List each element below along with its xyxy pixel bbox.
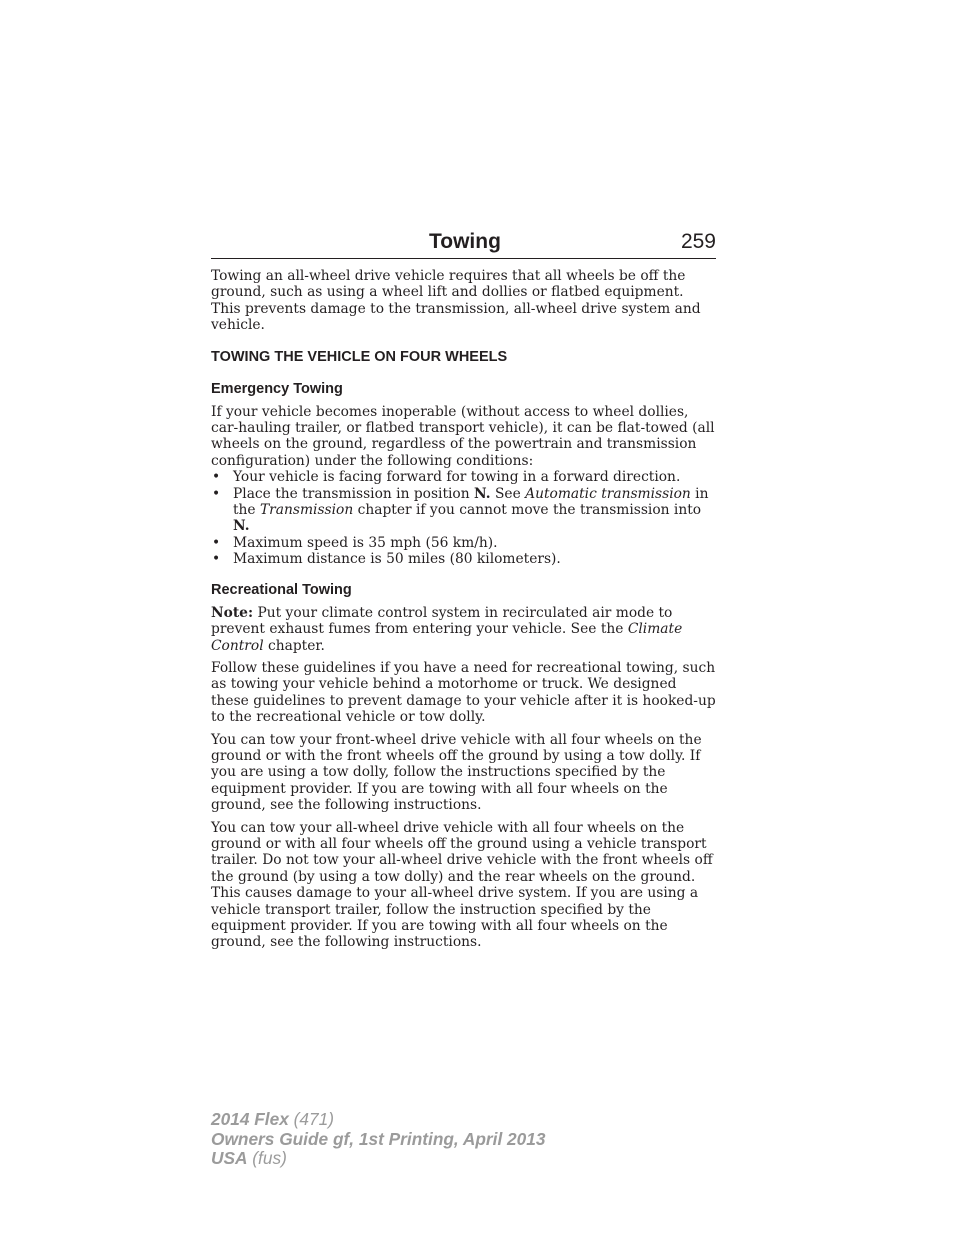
list-item [211, 535, 717, 551]
recreational-towing-heading: Recreational Towing [211, 581, 352, 598]
footer-model: 2014 Flex [211, 1109, 289, 1129]
footer-market-code: (fus) [247, 1148, 287, 1168]
emergency-towing-heading: Emergency Towing [211, 380, 343, 397]
list-item-text: Maximum speed is 35 mph (56 km/h). [233, 534, 498, 551]
note-text: Put your climate control system in recirculated air mode to prevent exhaust fumes from entering your vehicle. See the [211, 604, 673, 638]
note-end: chapter. [263, 637, 325, 654]
list-item-text: chapter if you cannot move the transmission into [353, 502, 702, 519]
position-n: N. [474, 485, 491, 502]
list-item-text: See [490, 485, 526, 502]
emergency-towing-paragraph: If your vehicle becomes inoperable (without access to wheel dollies, car-hauling trailer, or flatbed transport vehicle), it can be flat-towed (all wheels on the ground, regardless of the powertrain and transmission configuration) under the following conditions: [211, 403, 715, 469]
footer-model-line [211, 1110, 546, 1130]
automatic-transmission-reference: Automatic transmission [525, 485, 691, 502]
list-item [211, 469, 717, 485]
bullet-icon: • [212, 485, 221, 502]
all-wheel-drive-paragraph: You can tow your all-wheel drive vehicle with all four wheels on the ground or with all four wheels off the ground using a vehicle transport trailer. Do not tow your all-wheel drive vehicle with the front wheels off the ground (by using a tow dolly) and the rear wheels on the ground. This causes damage to your all-wheel drive system. If you are using a vehicle transport trailer, follow the instruction specified by the equipment provider. If you are towing with all four wheels on the ground, see the following instructions. [211, 819, 713, 951]
bullet-icon: • [212, 551, 221, 568]
list-item [211, 551, 717, 567]
footer-edition-line [211, 1130, 546, 1150]
position-n: N. [233, 518, 250, 535]
page-body [211, 268, 717, 957]
list-item-text: Maximum distance is 50 miles (80 kilometers). [233, 551, 561, 568]
climate-control-reference: Climate Control [211, 621, 683, 654]
conditions-list [211, 469, 717, 567]
intro-paragraph: Towing an all-wheel drive vehicle requires that all wheels be off the ground, such as using a wheel lift and dollies or flatbed equipment. This prevents damage to the transmission, all-wheel drive system and vehicle. [211, 268, 701, 334]
front-wheel-drive-paragraph: You can tow your front-wheel drive vehicle with all four wheels on the ground or with the front wheels off the ground by using a tow dolly. If you are using a tow dolly, follow the instructions specified by the equipment provider. If you are towing with all four wheels on the ground, see the following instructions. [211, 731, 702, 814]
footer-market: USA [211, 1148, 248, 1168]
guidelines-paragraph: Follow these guidelines if you have a need for recreational towing, such as towing your vehicle behind a motorhome or truck. We designed these guidelines to prevent damage to your vehicle after it is hooked-up to the recreational vehicle or tow dolly. [211, 659, 716, 726]
section-heading: TOWING THE VEHICLE ON FOUR WHEELS [211, 348, 508, 365]
page-header [211, 228, 716, 259]
transmission-chapter-reference: Transmission [259, 502, 354, 519]
list-item-text: Your vehicle is facing forward for towing in a forward direction. [233, 469, 681, 486]
note-paragraph [211, 605, 717, 654]
list-item-text: in the [233, 485, 709, 519]
bullet-icon: • [212, 534, 221, 551]
page-footer [211, 1110, 546, 1169]
chapter-title: Towing [429, 230, 501, 253]
footer-market-line [211, 1149, 546, 1169]
list-item-text: Place the transmission in position [233, 485, 475, 502]
bullet-icon: • [212, 469, 221, 486]
footer-model-code: (471) [288, 1109, 334, 1129]
page-number: 259 [680, 230, 716, 253]
list-item [211, 486, 717, 535]
note-label: Note: [211, 604, 254, 621]
footer-edition: Owners Guide gf, 1st Printing, April 2013 [211, 1128, 546, 1149]
